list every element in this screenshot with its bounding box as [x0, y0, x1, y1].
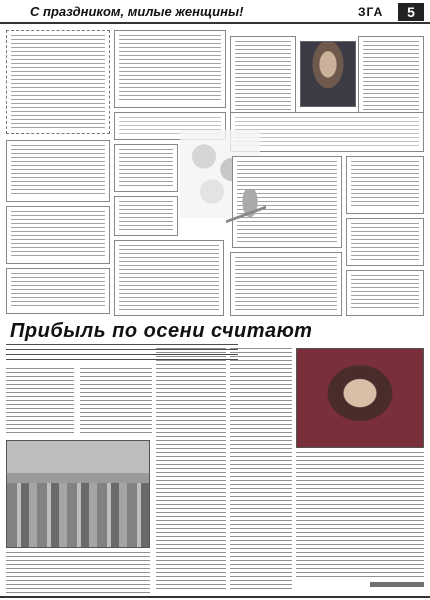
article-column-1b — [80, 368, 152, 436]
feature-title: Прибыль по осени считают — [10, 320, 313, 342]
greeting-box-11 — [114, 196, 178, 236]
article-column-2 — [156, 348, 226, 592]
greeting-box-16 — [346, 218, 424, 266]
greeting-box-7 — [6, 140, 110, 202]
bottom-rule — [0, 596, 430, 598]
greeting-box-14 — [230, 252, 342, 316]
page-header — [0, 0, 430, 24]
newspaper-logo: ЗГА — [358, 5, 384, 19]
portrait-photo — [300, 41, 356, 107]
greeting-box-9 — [6, 268, 110, 314]
portrait-photo-woman — [296, 348, 424, 448]
page-number: 5 — [398, 3, 424, 21]
greeting-box-2 — [114, 30, 226, 108]
tulip-illustration — [226, 190, 266, 250]
article-author — [370, 582, 424, 587]
greeting-box-12 — [114, 240, 224, 316]
header-rule — [0, 22, 430, 24]
section-title: С праздником, милые женщины! — [30, 4, 244, 19]
greeting-box-10 — [114, 144, 178, 192]
article-column-1a — [6, 368, 74, 436]
greeting-box-17 — [346, 270, 424, 316]
greeting-box-1 — [6, 30, 110, 134]
greeting-box-5 — [358, 36, 424, 120]
greeting-box-15 — [346, 156, 424, 214]
feature-banner — [4, 318, 426, 342]
article-column-3 — [230, 348, 292, 592]
article-column-4 — [296, 452, 424, 578]
article-column-1c — [6, 552, 150, 594]
greeting-box-8 — [6, 206, 110, 264]
factory-hall-photo — [6, 440, 150, 548]
